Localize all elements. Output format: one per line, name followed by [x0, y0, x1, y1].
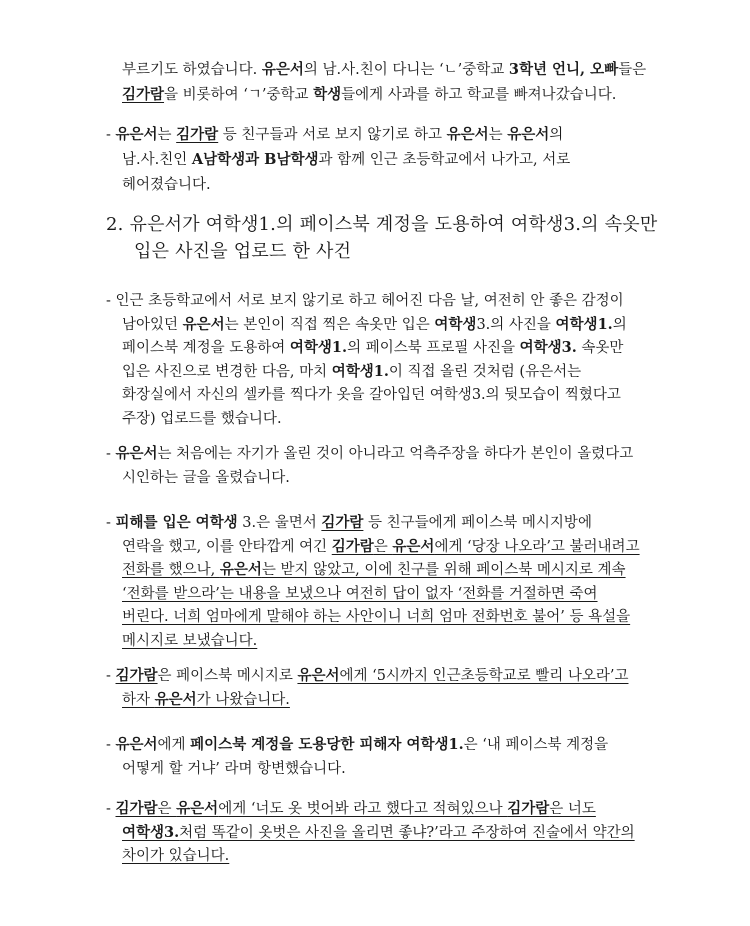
- text-run: 김가람: [176, 126, 219, 143]
- text-line: [122, 60, 646, 80]
- text-run: -: [106, 446, 116, 462]
- text-run: 들은: [618, 62, 647, 78]
- text-line: [122, 560, 626, 580]
- text-run: 처럼 똑같이 옷벗은 사진을 올리면 좋냐?’라고 주장하여 진술에서 약간의: [179, 824, 635, 841]
- text-run: 페이스북 계정을 도용당한 피해자 여학생1.: [190, 736, 464, 753]
- text-run: 김가람: [122, 86, 165, 103]
- text-run: -: [106, 668, 116, 684]
- text-run: - 인근 초등학교에서 서로 보지 않기로 하고 헤어진 다음 날, 여전히 안 좋은 감정이: [106, 293, 624, 309]
- text-run: 김가람: [331, 537, 374, 555]
- text-run: 남아있던: [122, 316, 183, 333]
- text-line: [134, 240, 351, 264]
- text-line: [122, 338, 623, 358]
- text-run: 들에게 사과를 하고 학교를 빠져나갔습니다.: [341, 87, 617, 103]
- text-run: 여학생1.: [331, 362, 389, 380]
- text-run: -: [106, 801, 116, 817]
- text-run: 은: [157, 801, 177, 817]
- text-run: 유은서: [115, 445, 158, 462]
- text-run: 어떻게 할 거냐’ 라며 항변했습니다.: [122, 760, 346, 777]
- text-run: 은 너도: [549, 801, 596, 817]
- text-run: 유은서: [297, 667, 340, 684]
- text-run: 입은 사진을 업로드 한 사건: [134, 241, 352, 262]
- text-run: ‘전화를 받으라’는 내용을 보냈으나 여전히 답이 없자 ‘전화를 거절하면 죽여: [122, 585, 598, 602]
- text-line: [106, 513, 592, 533]
- text-line: [122, 690, 290, 710]
- text-run: 유은서: [261, 61, 304, 78]
- text-run: 김가람: [507, 800, 550, 817]
- text-run: 등 친구들과 서로 보지 않기로 하고: [218, 127, 447, 143]
- text-run: 유은서: [115, 736, 158, 753]
- text-run: 유은서: [219, 561, 262, 578]
- text-run: 여학생1.: [555, 315, 613, 333]
- text-run: 은 ‘내 페이스북 계정을: [463, 737, 609, 753]
- text-run: 는: [157, 127, 177, 143]
- text-run: 는 받지 않았고, 이에 친구를 위해 페이스북 메시지로 계속: [261, 562, 626, 578]
- text-run: 2. 유은서가 여학생1.의 페이스북 계정을 도용하여 여학생3.의 속옷만: [106, 214, 658, 235]
- text-line: [122, 823, 635, 843]
- text-run: 이 직접 올린 것처럼 (유은서는: [388, 363, 582, 380]
- text-run: 는 본인이 직접 찍은 속옷만 입은: [224, 316, 435, 333]
- text-line: [122, 409, 282, 429]
- text-line: [122, 150, 570, 170]
- text-run: 에게 ‘5시까지 인근초등학교로 빨리 나오라’고: [339, 668, 629, 684]
- text-run: 하자: [122, 691, 155, 708]
- text-run: 의: [549, 127, 564, 143]
- text-line: [122, 631, 257, 651]
- text-line: [122, 537, 640, 557]
- text-run: -: [106, 515, 116, 531]
- text-line: [122, 385, 621, 405]
- text-run: 3.의 사진을: [476, 316, 556, 333]
- text-run: 피해를 입은 여학생: [115, 514, 238, 531]
- text-run: 시인하는 글을 올렸습니다.: [122, 469, 290, 486]
- text-line: [122, 607, 630, 627]
- text-run: 의: [612, 316, 627, 333]
- text-run: 연락을 했고, 이를 안타깝게 여긴: [122, 538, 332, 555]
- text-run: 유은서: [182, 315, 225, 333]
- text-line: [106, 666, 628, 686]
- text-run: 가 나왔습니다.: [196, 691, 290, 708]
- text-run: 의 페이스북 프로필 사진을: [347, 340, 520, 356]
- text-run: 김가람: [115, 800, 158, 817]
- text-line: [122, 175, 211, 195]
- text-run: 유은서: [154, 690, 197, 708]
- text-run: 3.은 울면서: [237, 515, 322, 531]
- text-run: 에게 ‘너도 옷 벗어봐 라고 했다고 적혀있으나: [218, 801, 508, 817]
- text-run: 유은서: [392, 537, 435, 555]
- text-run: 는: [488, 127, 508, 143]
- text-line: [106, 444, 633, 464]
- text-run: 헤어졌습니다.: [122, 177, 211, 193]
- text-run: -: [106, 737, 116, 753]
- text-run: 남.사.친인: [122, 152, 192, 168]
- text-line: [122, 362, 581, 382]
- text-line: [122, 846, 229, 866]
- text-run: 차이가 있습니다.: [122, 848, 230, 864]
- text-run: -: [106, 127, 116, 143]
- text-run: 유은서: [446, 126, 489, 143]
- text-run: 은 페이스북 메시지로: [157, 668, 298, 684]
- text-run: A남학생과 B남학생: [191, 151, 319, 168]
- text-run: 학생: [313, 86, 342, 103]
- text-run: 김가람: [321, 514, 364, 531]
- text-line: [106, 735, 608, 755]
- text-run: 는 처음에는 자기가 올린 것이 아니라고 억측주장을 하다가 본인이 올렸다고: [157, 446, 634, 462]
- text-run: 과 함께 인근 초등학교에서 나가고, 서로: [318, 152, 571, 168]
- text-line: [106, 291, 624, 311]
- text-run: 여학생1.: [289, 339, 348, 356]
- text-run: 에게: [157, 737, 191, 753]
- text-run: 주장) 업로드를 했습니다.: [122, 410, 282, 427]
- text-run: 여학생3.: [122, 823, 180, 841]
- text-line: [122, 584, 598, 604]
- text-run: 유은서: [507, 126, 550, 143]
- text-run: 유은서: [176, 800, 219, 817]
- text-line: [106, 213, 657, 237]
- text-run: 입은 사진으로 변경한 다음, 마치: [122, 363, 332, 380]
- text-run: 속옷만: [576, 340, 624, 356]
- text-line: [106, 125, 563, 145]
- text-run: 전화를 했으나,: [122, 562, 220, 578]
- text-line: [122, 759, 346, 779]
- text-run: 페이스북 계정을 도용하여: [122, 340, 290, 356]
- text-run: 에게 ‘당장 나오라’고 불러내려고: [434, 538, 640, 555]
- text-run: 김가람: [115, 667, 158, 684]
- text-run: 화장실에서 자신의 셀카를 찍다가 옷을 갈아입던 여학생3.의 뒷모습이 찍혔다고: [122, 387, 621, 403]
- text-line: [122, 85, 616, 105]
- text-line: [106, 799, 596, 819]
- text-run: 여학생: [434, 315, 477, 333]
- text-run: 여학생3.: [519, 339, 577, 356]
- text-run: 메시지로 보냈습니다.: [122, 632, 258, 649]
- text-run: 은: [373, 538, 393, 555]
- text-line: [122, 315, 627, 335]
- text-run: 3학년 언니, 오빠: [508, 61, 619, 78]
- text-run: 의 남.사.친이 다니는 ‘ㄴ’중학교: [303, 62, 509, 78]
- text-run: 버린다. 너희 엄마에게 말해야 하는 사안이니 너희 엄마 전화번호 불어’ 등 욕설을: [122, 609, 631, 625]
- text-run: 유은서: [115, 126, 158, 143]
- text-run: 을 비롯하여 ‘ㄱ’중학교: [164, 87, 314, 103]
- text-line: [122, 468, 290, 488]
- text-run: 등 친구들에게 페이스북 메시지방에: [363, 515, 592, 531]
- text-run: 부르기도 하였습니다.: [122, 62, 262, 78]
